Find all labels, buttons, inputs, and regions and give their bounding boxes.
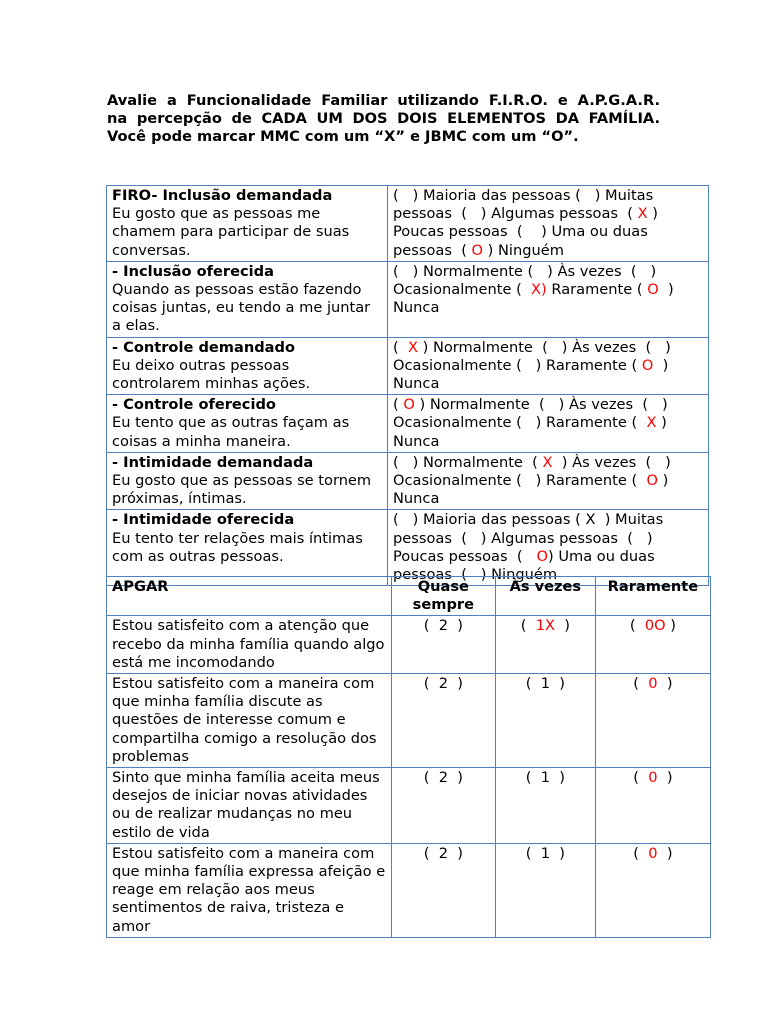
answer-text: ( 1 ): [525, 769, 565, 787]
answer-text: (: [520, 617, 536, 635]
marked-answer: X: [542, 453, 553, 471]
firo-row: [107, 452, 709, 510]
marked-answer: O: [536, 547, 548, 565]
answer-text: Raramente (: [546, 281, 648, 299]
firo-question-text: Eu tento ter relações mais íntimas com as outras pessoas.: [112, 529, 363, 565]
marked-answer: O: [647, 281, 659, 299]
answer-text: ) Normalmente ( ) Às vezes ( ) Ocasionalmente ( ) Raramente (: [393, 338, 676, 374]
firo-answer-cell: [388, 261, 709, 337]
answer-text: ) Normalmente ( ) Às vezes ( ) Ocasionalmente ( ) Raramente (: [393, 396, 673, 432]
apgar-quase-sempre-cell: [391, 843, 495, 937]
marked-answer: X: [407, 338, 418, 356]
firo-row: [107, 395, 709, 453]
firo-dimension-title: - Controle oferecido: [112, 396, 276, 414]
answer-text: ( ) Maioria das pessoas ( ) Muitas pessoas ( ) Algumas pessoas (: [393, 187, 658, 223]
firo-question-text: Quando as pessoas estão fazendo coisas juntas, eu tendo a me juntar a elas.: [112, 281, 371, 335]
firo-question-cell: [107, 395, 388, 453]
firo-row: [107, 510, 709, 586]
answer-text: ) Poucas pessoas ( ) Uma ou duas pessoas (: [393, 205, 663, 259]
answer-text: ( ) Normalmente ( ) Às vezes ( ) Ocasionalmente (: [393, 262, 661, 299]
answer-text: ( 2 ): [423, 769, 463, 787]
answer-text: ( 2 ): [423, 675, 463, 693]
answer-text: ) Nunca: [393, 472, 673, 508]
answer-text: ( 2 ): [423, 844, 463, 862]
answer-text: ): [657, 675, 673, 693]
apgar-quase-sempre-cell: [391, 768, 495, 844]
apgar-question: Estou satisfeito com a atenção que recebo da minha família quando algo está me incomodando: [107, 616, 392, 674]
firo-dimension-title: FIRO- Inclusão demandada: [112, 187, 333, 204]
firo-question-cell: [107, 337, 388, 395]
apgar-question: Sinto que minha família aceita meus desejos de iniciar novas atividades ou de realizar mudanças no meu estilo de vida: [107, 768, 392, 844]
answer-text: ( ) Maioria das pessoas ( X ) Muitas pessoas ( ) Algumas pessoas ( ) Poucas pessoas (: [393, 511, 668, 565]
answer-text: ) Nunca: [393, 414, 672, 450]
answer-text: (: [633, 769, 649, 787]
firo-row: [107, 261, 709, 337]
answer-text: (: [633, 675, 649, 693]
apgar-row: [107, 616, 711, 674]
marked-answer: 0: [648, 675, 658, 693]
apgar-header-raramente: Raramente: [595, 577, 710, 616]
answer-text: ): [657, 844, 673, 862]
firo-answer-cell: [388, 510, 709, 586]
apgar-header-label: APGAR: [107, 577, 392, 616]
firo-dimension-title: - Intimidade oferecida: [112, 511, 295, 529]
marked-answer: O: [641, 356, 654, 374]
firo-row: [107, 186, 709, 262]
apgar-question: Estou satisfeito com a maneira com que minha família expressa afeição e reage em relação aos meus sentimentos de raiva, tristeza e amor: [107, 843, 392, 937]
marked-answer: X): [531, 281, 547, 299]
firo-question-text: Eu gosto que as pessoas me chamem para participar de suas conversas.: [112, 205, 350, 259]
firo-answer-cell: [388, 395, 709, 453]
firo-table: [106, 185, 709, 586]
firo-row: [107, 337, 709, 395]
apgar-quase-sempre-cell: [391, 674, 495, 768]
apgar-row: [107, 674, 711, 768]
firo-question-cell: [107, 186, 388, 262]
apgar-header-row: [107, 577, 711, 616]
answer-text: ( 1 ): [525, 675, 565, 693]
instructions-line-1: Avalie a Funcionalidade Familiar utilizando F.I.R.O. e A.P.G.A.R.: [107, 92, 660, 109]
instructions-line-3: Você pode marcar MMC com um “X” e JBMC com um “O”.: [107, 128, 579, 145]
firo-question-text: Eu gosto que as pessoas se tornem próximas, íntimas.: [112, 472, 372, 508]
firo-answer-cell: [388, 337, 709, 395]
answer-text: (: [393, 396, 404, 414]
apgar-header-as-vezes: Às vezes: [495, 577, 595, 616]
apgar-quase-sempre-cell: [391, 616, 495, 674]
answer-text: (: [393, 338, 408, 356]
marked-answer: 1X: [535, 617, 555, 635]
answer-text: ) Ninguém: [483, 241, 564, 259]
firo-question-text: Eu tento que as outras façam as coisas a minha maneira.: [112, 414, 350, 450]
marked-answer: O: [471, 241, 484, 259]
marked-answer: O: [403, 396, 415, 414]
apgar-as-vezes-cell: [495, 843, 595, 937]
answer-text: ( ) Normalmente (: [393, 453, 543, 471]
firo-answer-cell: [388, 186, 709, 262]
answer-text: ( 2 ): [423, 617, 463, 635]
answer-text: ): [657, 769, 673, 787]
answer-text: ) Nunca: [393, 356, 673, 393]
apgar-raramente-cell: [595, 674, 710, 768]
apgar-row: [107, 768, 711, 844]
marked-answer: 0O: [644, 617, 666, 635]
answer-text: ) Uma ou duas pessoas ( ) Ninguém: [393, 547, 660, 584]
instructions-line-2: na percepção de CADA UM DOS DOIS ELEMENTOS DA FAMÍLIA.: [107, 110, 660, 127]
apgar-question: Estou satisfeito com a maneira com que minha família discute as questões de interesse comum e compartilha comigo a resolução dos problemas: [107, 674, 392, 768]
apgar-table: [106, 576, 711, 938]
firo-question-text: Eu deixo outras pessoas controlarem minhas ações.: [112, 356, 311, 393]
answer-text: ) Às vezes ( ) Ocasionalmente ( ) Raramente (: [393, 453, 676, 490]
apgar-as-vezes-cell: [495, 768, 595, 844]
firo-question-cell: [107, 510, 388, 586]
answer-text: (: [633, 844, 649, 862]
answer-text: (: [629, 617, 645, 635]
firo-answer-cell: [388, 452, 709, 510]
instructions: [107, 92, 660, 146]
firo-dimension-title: - Intimidade demandada: [112, 453, 314, 471]
marked-answer: X: [637, 205, 648, 223]
firo-question-cell: [107, 452, 388, 510]
apgar-raramente-cell: [595, 616, 710, 674]
answer-text: ): [555, 617, 570, 635]
apgar-as-vezes-cell: [495, 674, 595, 768]
marked-answer: 0: [648, 769, 658, 787]
apgar-row: [107, 843, 711, 937]
apgar-raramente-cell: [595, 768, 710, 844]
marked-answer: 0: [648, 844, 658, 862]
apgar-header-quase-sempre: Quase sempre: [391, 577, 495, 616]
firo-question-cell: [107, 261, 388, 337]
marked-answer: O: [646, 472, 658, 490]
firo-dimension-title: - Inclusão oferecida: [112, 262, 274, 280]
apgar-as-vezes-cell: [495, 616, 595, 674]
answer-text: ( 1 ): [525, 844, 565, 862]
answer-text: ): [665, 617, 676, 635]
apgar-raramente-cell: [595, 843, 710, 937]
marked-answer: X: [646, 414, 657, 432]
answer-text: ) Nunca: [393, 281, 679, 317]
firo-dimension-title: - Controle demandado: [112, 338, 295, 356]
